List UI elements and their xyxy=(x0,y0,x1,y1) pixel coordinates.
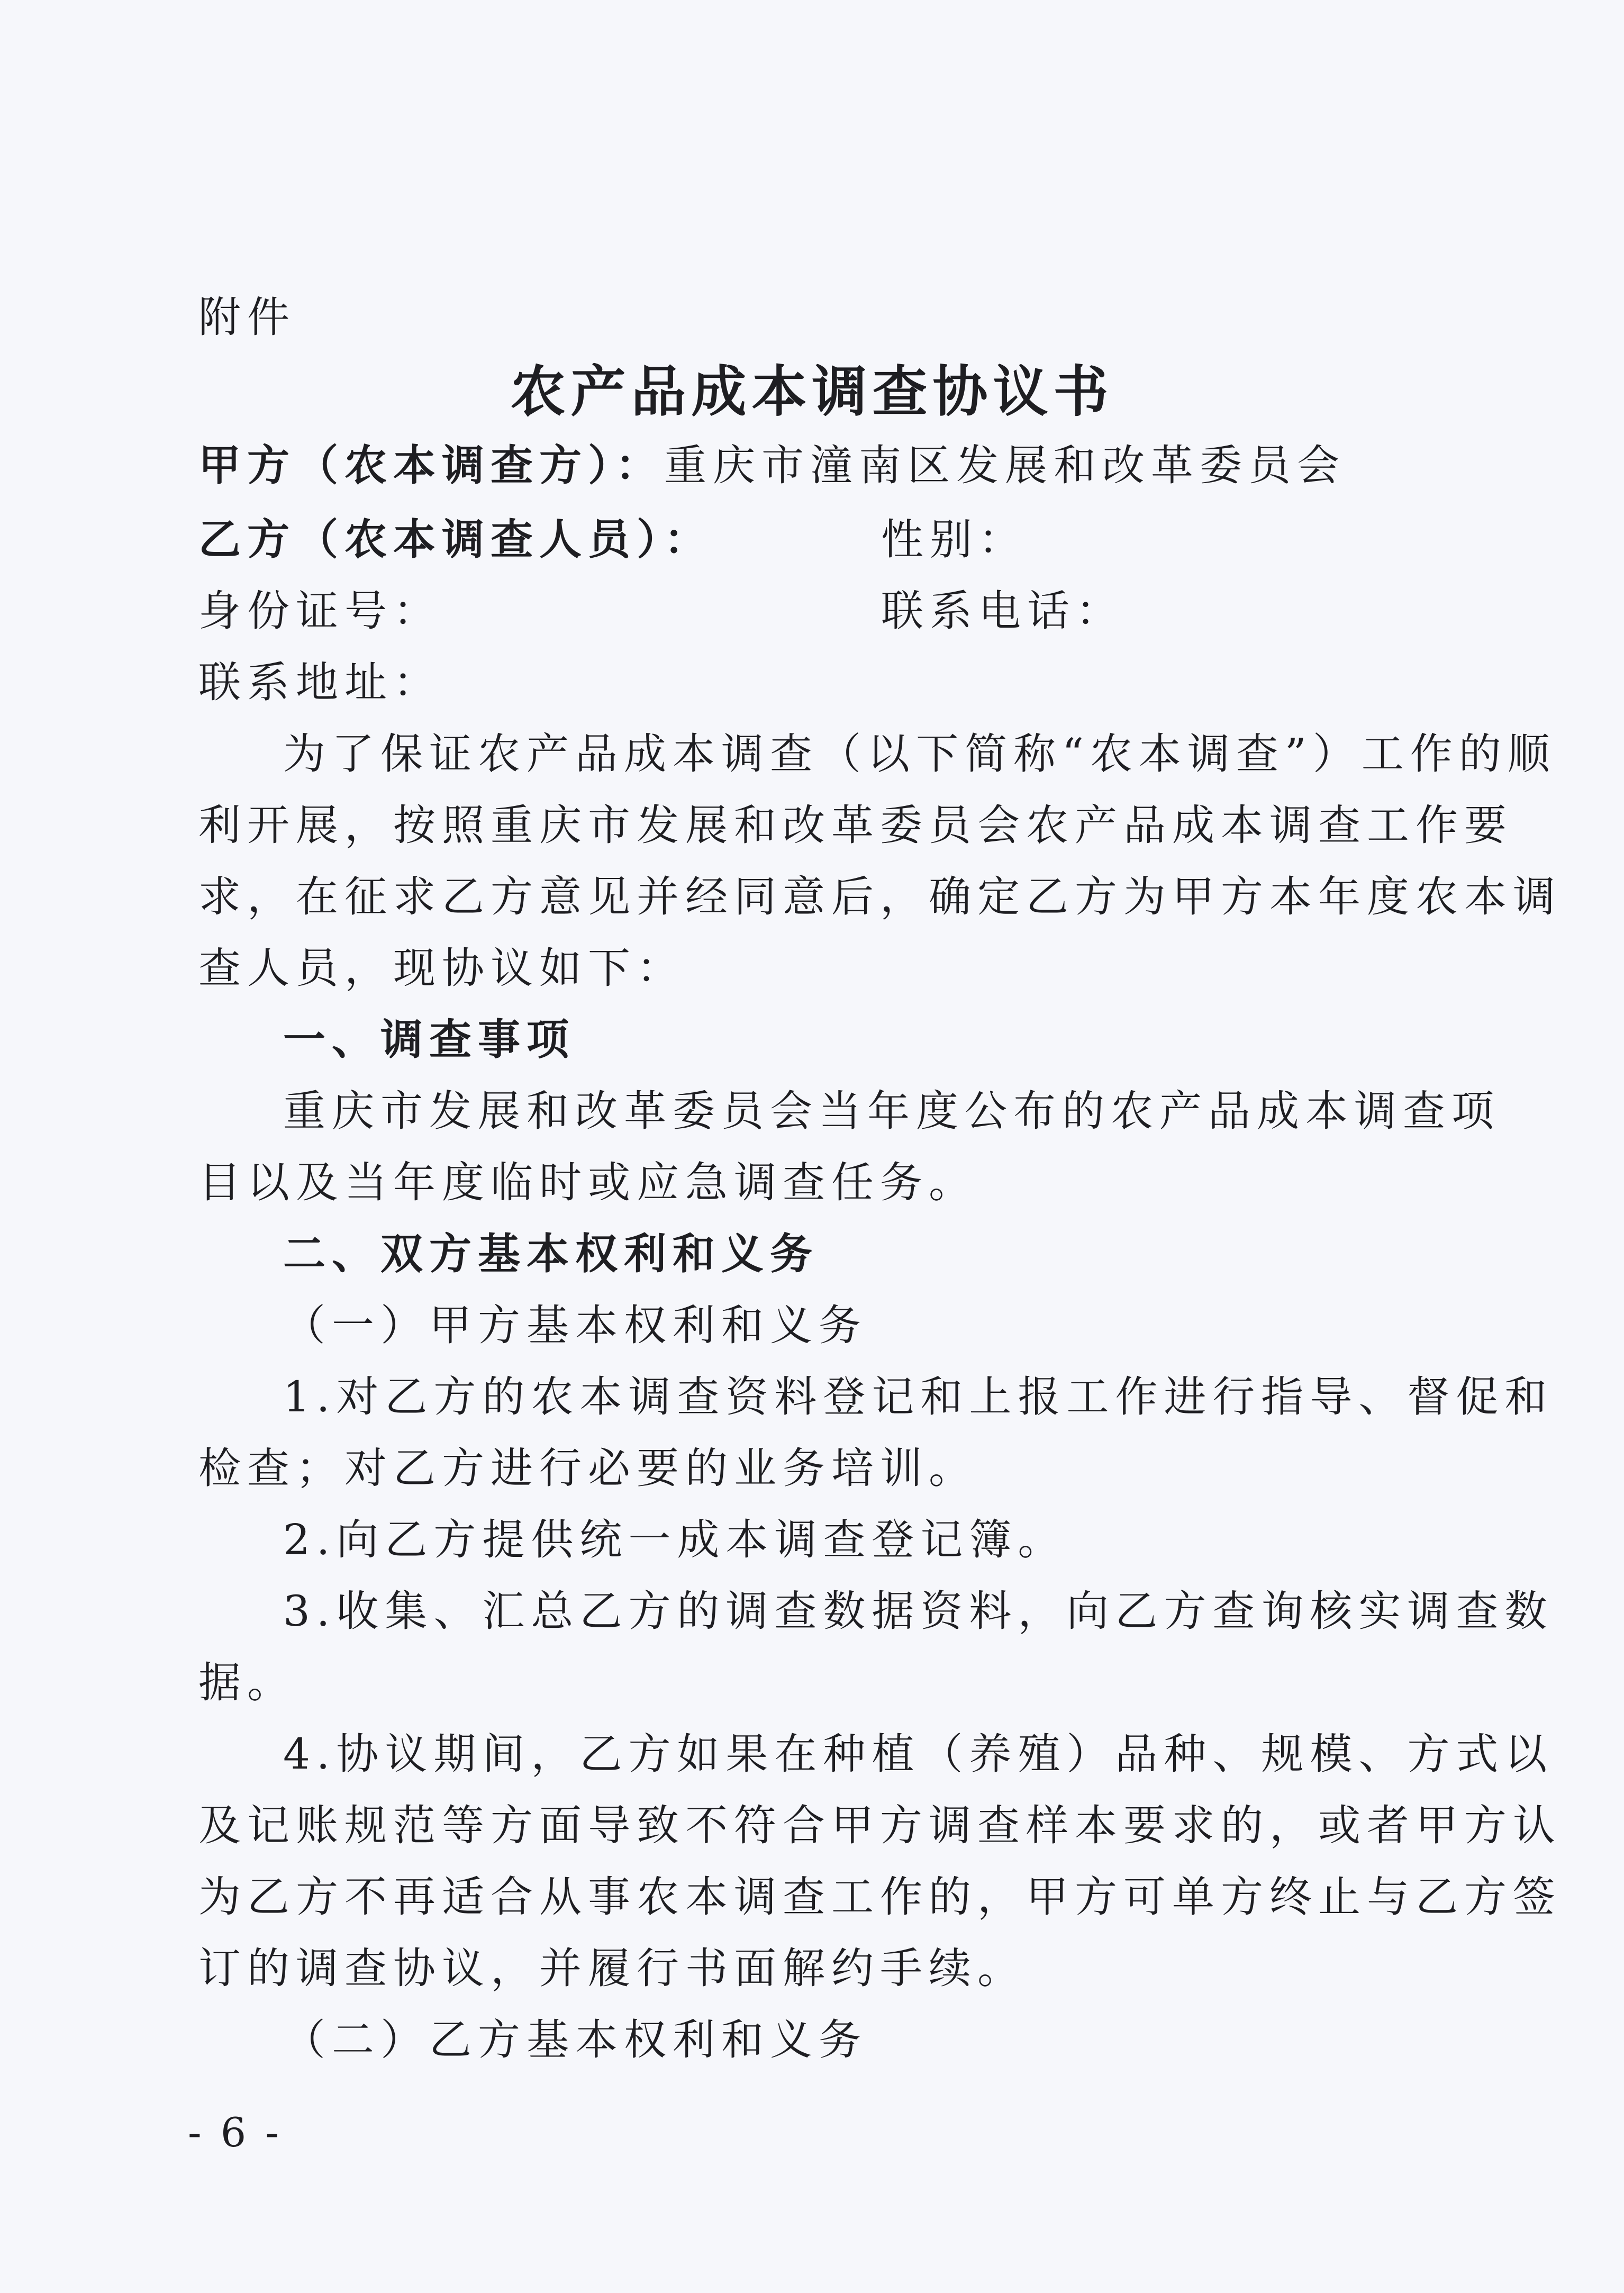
section-1-heading: 一、调查事项 xyxy=(283,1015,575,1064)
party-b-label: 乙方（农本调查人员）： xyxy=(198,515,713,564)
intro-line: 为了保证农产品成本调查（以下简称“农本调查”）工作的顺 xyxy=(283,729,1556,778)
section-1-line: 目以及当年度临时或应急调查任务。 xyxy=(198,1158,977,1207)
subsection-party-a-heading: （一）甲方基本权利和义务 xyxy=(283,1301,867,1350)
address-label: 联系地址： xyxy=(198,658,442,707)
clause-line: 1.对乙方的农本调查资料登记和上报工作进行指导、督促和 xyxy=(283,1372,1554,1421)
clause-line: 检查；对乙方进行必要的业务培训。 xyxy=(198,1444,977,1493)
gender-label: 性别： xyxy=(881,515,1027,564)
attachment-label: 附件 xyxy=(198,293,296,342)
clause-line: 2.向乙方提供统一成本调查登记簿。 xyxy=(283,1515,1067,1564)
subsection-party-b-heading: （二）乙方基本权利和义务 xyxy=(283,2015,867,2064)
section-2-heading: 二、双方基本权利和义务 xyxy=(283,1229,819,1279)
clause-line: 3.收集、汇总乙方的调查数据资料，向乙方查询核实调查数 xyxy=(283,1587,1554,1636)
clause-line: 及记账规范等方面导致不符合甲方调查样本要求的，或者甲方认 xyxy=(198,1801,1562,1850)
clause-line: 订的调查协议，并履行书面解约手续。 xyxy=(198,1944,1026,1993)
section-1-line: 重庆市发展和改革委员会当年度公布的农产品成本调查项 xyxy=(283,1086,1500,1136)
page-title: 农产品成本调查协议书 xyxy=(510,359,1114,424)
intro-line: 查人员，现协议如下： xyxy=(198,944,685,993)
party-a-label: 甲方（农本调查方）： xyxy=(198,441,664,490)
phone-label: 联系电话： xyxy=(881,586,1124,636)
page-number: - 6 - xyxy=(188,2109,283,2156)
clause-line: 据。 xyxy=(198,1658,296,1707)
intro-line: 利开展，按照重庆市发展和改革委员会农产品成本调查工作要 xyxy=(198,801,1513,850)
party-a-row xyxy=(198,439,1346,492)
id-number-label: 身份证号： xyxy=(198,586,442,636)
clause-line: 为乙方不再适合从事农本调查工作的，甲方可单方终止与乙方签 xyxy=(198,1872,1562,1922)
party-a-value: 重庆市潼南区发展和改革委员会 xyxy=(664,441,1346,490)
intro-line: 求，在征求乙方意见并经同意后，确定乙方为甲方本年度农本调 xyxy=(198,872,1562,921)
clause-line: 4.协议期间，乙方如果在种植（养殖）品种、规模、方式以 xyxy=(283,1729,1554,1779)
